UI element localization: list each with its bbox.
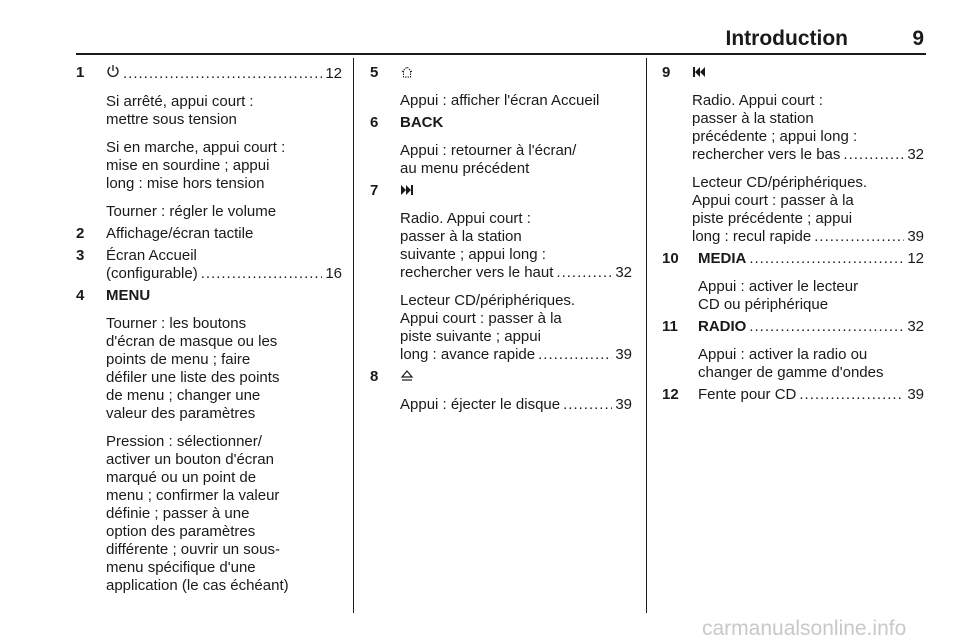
column-3: [662, 64, 924, 404]
text-line: au menu précédent: [400, 160, 530, 177]
text-line: Si arrêté, appui court :: [106, 93, 254, 110]
text-line: option des paramètres: [106, 523, 256, 540]
text-line: menu ; confirmer la valeur: [106, 487, 280, 504]
text-line: précédente ; appui long :: [692, 128, 858, 145]
text-line: Lecteur CD/périphériques.: [400, 292, 576, 309]
text-line: (configurable): [106, 265, 198, 282]
entry-number: 8: [370, 368, 379, 385]
text-line: Radio. Appui court :: [692, 92, 823, 109]
text-line: Appui : retourner à l'écran/: [400, 142, 577, 159]
text-line: différente ; ouvrir un sous-: [106, 541, 280, 558]
keyword: RADIO: [698, 318, 747, 335]
text-line: menu spécifique d'une: [106, 559, 256, 576]
text-line: Appui : activer la radio ou: [698, 346, 868, 363]
entry-4: [76, 287, 342, 595]
header-rule: [76, 53, 926, 55]
page-ref: 32: [907, 318, 924, 335]
entry-number: 1: [76, 64, 85, 81]
power-icon: [106, 64, 120, 78]
text-line: Tourner : les boutons: [106, 315, 247, 332]
entry-number: 4: [76, 287, 85, 304]
text-line: Si en marche, appui court :: [106, 139, 286, 156]
text-line: Appui court : passer à la: [692, 192, 854, 209]
page-ref: 12: [325, 65, 342, 82]
page-number: 9: [912, 27, 924, 50]
column-divider-2: [646, 58, 647, 613]
entry-number: 10: [662, 250, 679, 267]
column-2: [370, 64, 632, 414]
entry-number: 3: [76, 247, 85, 264]
entry-number: 7: [370, 182, 379, 199]
text-line: rechercher vers le bas: [692, 146, 841, 163]
text-line: piste précédente ; appui: [692, 210, 853, 227]
entry-number: 5: [370, 64, 379, 81]
entry-5: [370, 64, 632, 110]
text-line: piste suivante ; appui: [400, 328, 541, 345]
entry-number: 9: [662, 64, 671, 81]
text-line: suivante ; appui long :: [400, 246, 546, 263]
next-track-icon: [400, 183, 414, 197]
page-ref: 32: [615, 264, 632, 281]
entry-11: [662, 318, 924, 382]
home-icon: [400, 65, 414, 79]
keyword: BACK: [400, 114, 444, 131]
text-line: long : avance rapide: [400, 346, 536, 363]
page-ref: 32: [907, 146, 924, 163]
page-ref: 39: [907, 386, 924, 403]
text-line: de menu ; changer une: [106, 387, 261, 404]
page-header: [76, 27, 926, 53]
text-line: Pression : sélectionner/: [106, 433, 262, 450]
text-line: changer de gamme d'ondes: [698, 364, 884, 381]
entry-8: [370, 368, 632, 414]
text-line: définie ; passer à une: [106, 505, 250, 522]
text-line: Écran Accueil: [106, 247, 197, 264]
text-line: marqué ou un point de: [106, 469, 257, 486]
entry-number: 6: [370, 114, 379, 131]
entry-12: [662, 386, 924, 404]
text-line: Appui court : passer à la: [400, 310, 562, 327]
text-line: mettre sous tension: [106, 111, 237, 128]
text-line: Appui : activer le lecteur: [698, 278, 859, 295]
keyword: MEDIA: [698, 250, 747, 267]
text-line: défiler une liste des points: [106, 369, 280, 386]
page-ref: 39: [615, 396, 632, 413]
page-ref: 39: [615, 346, 632, 363]
text-line: d'écran de masque ou les: [106, 333, 278, 350]
text-line: activer un bouton d'écran: [106, 451, 274, 468]
column-divider-1: [353, 58, 354, 613]
entry-number: 12: [662, 386, 679, 403]
entry-10: [662, 250, 924, 314]
page-title: Introduction: [725, 27, 848, 50]
text-line: passer à la station: [692, 110, 814, 127]
text-line: Tourner : régler le volume: [106, 203, 277, 220]
text-line: mise en sourdine ; appui: [106, 157, 270, 174]
column-1: [76, 64, 342, 595]
text-line: rechercher vers le haut: [400, 264, 554, 281]
eject-icon: [400, 369, 414, 383]
previous-track-icon: [692, 65, 706, 79]
entry-7: [370, 182, 632, 364]
entry-3: [76, 247, 342, 283]
text-line: valeur des paramètres: [106, 405, 256, 422]
text-line: Appui : afficher l'écran Accueil: [400, 92, 600, 109]
text-line: points de menu ; faire: [106, 351, 251, 368]
text-line: Fente pour CD: [698, 386, 797, 403]
keyword: MENU: [106, 287, 151, 304]
text-line: Radio. Appui court :: [400, 210, 531, 227]
text-line: passer à la station: [400, 228, 522, 245]
entry-1: [76, 64, 342, 221]
text-line: CD ou périphérique: [698, 296, 829, 313]
watermark-logo: carmanualsonline.info: [702, 617, 907, 640]
text-line: Lecteur CD/périphériques.: [692, 174, 868, 191]
text-line: application (le cas échéant): [106, 577, 289, 594]
page-ref: 16: [325, 265, 342, 282]
text-line: long : recul rapide: [692, 228, 812, 245]
entry-9: [662, 64, 924, 246]
entry-6: [370, 114, 632, 178]
entry-number: 2: [76, 225, 85, 242]
page-ref: 39: [907, 228, 924, 245]
page-ref: 12: [907, 250, 924, 267]
text-line: Appui : éjecter le disque: [400, 396, 561, 413]
entry-number: 11: [662, 318, 678, 335]
text-line: long : mise hors tension: [106, 175, 265, 192]
entry-2: [76, 225, 342, 243]
text-line: Affichage/écran tactile: [106, 225, 254, 242]
